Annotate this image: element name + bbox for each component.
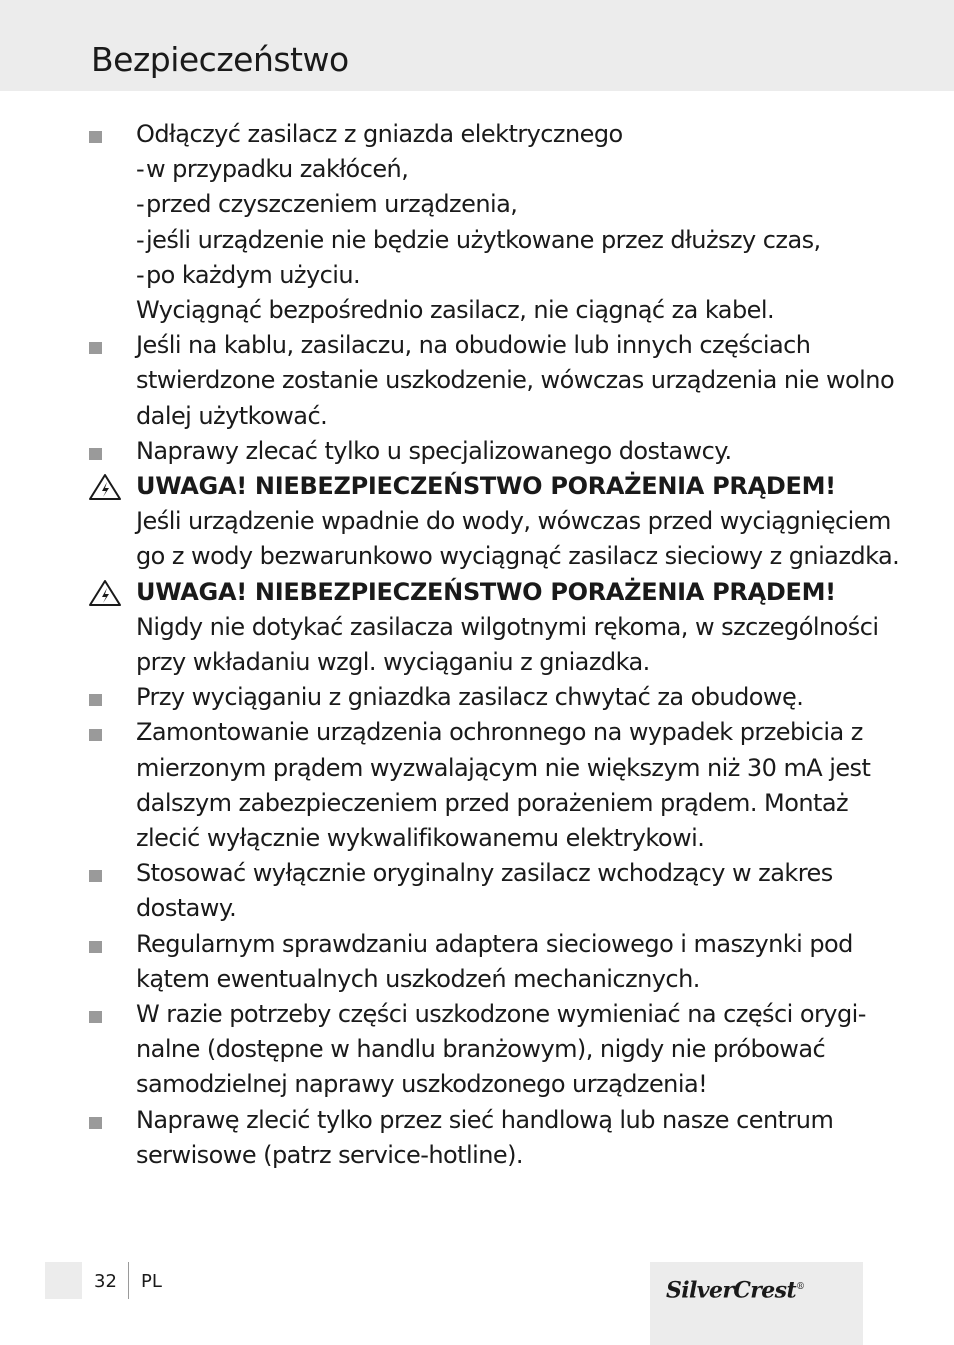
item-text-line: dalszym zabezpieczeniem przed porażeniem prądem. Montaż: [136, 788, 849, 817]
brand-name: SilverCrest: [666, 1277, 797, 1304]
safety-content: [0, 117, 954, 1173]
list-item: [0, 715, 876, 856]
sub-item-text: przed czyszczeniem urządzenia,: [146, 190, 518, 219]
warning-title: UWAGA! NIEBEZPIECZEŃSTWO PORAŻENIA PRĄDEM!: [136, 472, 836, 501]
warning-text-line: Nigdy nie dotykać zasilacza wilgotnymi rękoma, w szczególności: [136, 612, 879, 641]
square-bullet-icon: [89, 694, 102, 706]
item-text-line: Naprawy zlecać tylko u specjalizowanego dostawcy.: [136, 436, 732, 465]
square-bullet-icon: [89, 448, 102, 460]
square-bullet-icon: [89, 729, 102, 741]
item-text-line: dostawy.: [136, 894, 237, 923]
page-title: Bezpieczeństwo: [91, 40, 349, 79]
sub-item: -przed czyszczeniem urządzenia,: [136, 190, 518, 219]
warning-text-line: przy wkładaniu wzgl. wyciąganiu z gniazdka.: [136, 648, 650, 677]
footer-divider: [128, 1262, 129, 1299]
item-text-line: mierzonym prądem wyzwalającym nie większym niż 30 mA jest: [136, 753, 871, 782]
list-item: [0, 1103, 876, 1173]
square-bullet-icon: [89, 870, 102, 882]
item-text-line: Odłączyć zasilacz z gniazda elektrycznego: [136, 120, 623, 148]
item-text-line: Zamontowanie urządzenia ochronnego na wypadek przebicia z: [136, 718, 863, 747]
list-item: [0, 328, 895, 434]
footer-tab: [45, 1262, 82, 1299]
registered-mark: ®: [796, 1282, 805, 1292]
item-text-line: dalej użytkować.: [136, 401, 328, 430]
language-code: PL: [141, 1271, 162, 1292]
square-bullet-icon: [89, 131, 102, 143]
warning-triangle-icon: [88, 579, 122, 607]
sub-item: -po każdym użyciu.: [136, 260, 361, 289]
warning-block: [0, 469, 900, 575]
warning-block: [0, 575, 879, 681]
list-item: [0, 927, 876, 997]
warning-triangle-icon: [88, 473, 122, 501]
square-bullet-icon: [89, 1011, 102, 1023]
item-text-line: zlecić wyłącznie wykwalifikowanemu elektrykowi.: [136, 824, 705, 853]
square-bullet-icon: [89, 342, 102, 354]
sub-item-text: jeśli urządzenie nie będzie użytkowane przez dłuższy czas,: [146, 225, 821, 254]
warning-text-line: Jeśli urządzenie wpadnie do wody, wówczas przed wyciągnięciem: [136, 507, 891, 536]
sub-item-text: w przypadku zakłóceń,: [146, 155, 409, 184]
item-text-line: Wyciągnąć bezpośrednio zasilacz, nie ciągnąć za kabel.: [136, 296, 775, 325]
brand-logo: [666, 1268, 856, 1306]
list-item: [0, 856, 876, 926]
warning-text-line: go z wody bezwarunkowo wyciągnąć zasilacz sieciowy z gniazdka.: [136, 542, 900, 571]
item-text-line: samodzielnej naprawy uszkodzonego urządzenia!: [136, 1070, 708, 1099]
item-text-line: kątem ewentualnych uszkodzeń mechanicznych.: [136, 964, 700, 993]
item-text-line: W razie potrzeby części uszkodzone wymieniać na części orygi-: [136, 1000, 866, 1029]
item-text-line: Jeśli na kablu, zasilaczu, na obudowie lub innych częściach: [136, 331, 811, 360]
item-text-line: Naprawę zlecić tylko przez sieć handlową lub nasze centrum: [136, 1105, 834, 1134]
item-text-line: Stosować wyłącznie oryginalny zasilacz wchodzący w zakres: [136, 859, 833, 888]
page-number: 32: [94, 1271, 117, 1292]
list-item: [0, 997, 876, 1103]
list-item: [0, 117, 876, 328]
sub-item-text: po każdym użyciu.: [146, 260, 361, 289]
warning-title: UWAGA! NIEBEZPIECZEŃSTWO PORAŻENIA PRĄDEM!: [136, 577, 836, 606]
sub-item: -w przypadku zakłóceń,: [136, 155, 409, 184]
list-item: [0, 680, 876, 715]
square-bullet-icon: [89, 941, 102, 953]
list-item: [0, 434, 876, 469]
item-text-line: stwierdzone zostanie uszkodzenie, wówczas urządzenia nie wolno: [136, 366, 895, 395]
square-bullet-icon: [89, 1117, 102, 1129]
item-text-line: serwisowe (patrz service-hotline).: [136, 1140, 523, 1169]
item-text-line: nalne (dostępne w handlu branżowym), nigdy nie próbować: [136, 1035, 826, 1064]
item-text-line: Przy wyciąganiu z gniazdka zasilacz chwytać za obudowę.: [136, 683, 804, 712]
item-text-line: Regularnym sprawdzaniu adaptera sieciowego i maszynki pod: [136, 929, 853, 958]
sub-item: -jeśli urządzenie nie będzie użytkowane przez dłuższy czas,: [136, 225, 821, 254]
